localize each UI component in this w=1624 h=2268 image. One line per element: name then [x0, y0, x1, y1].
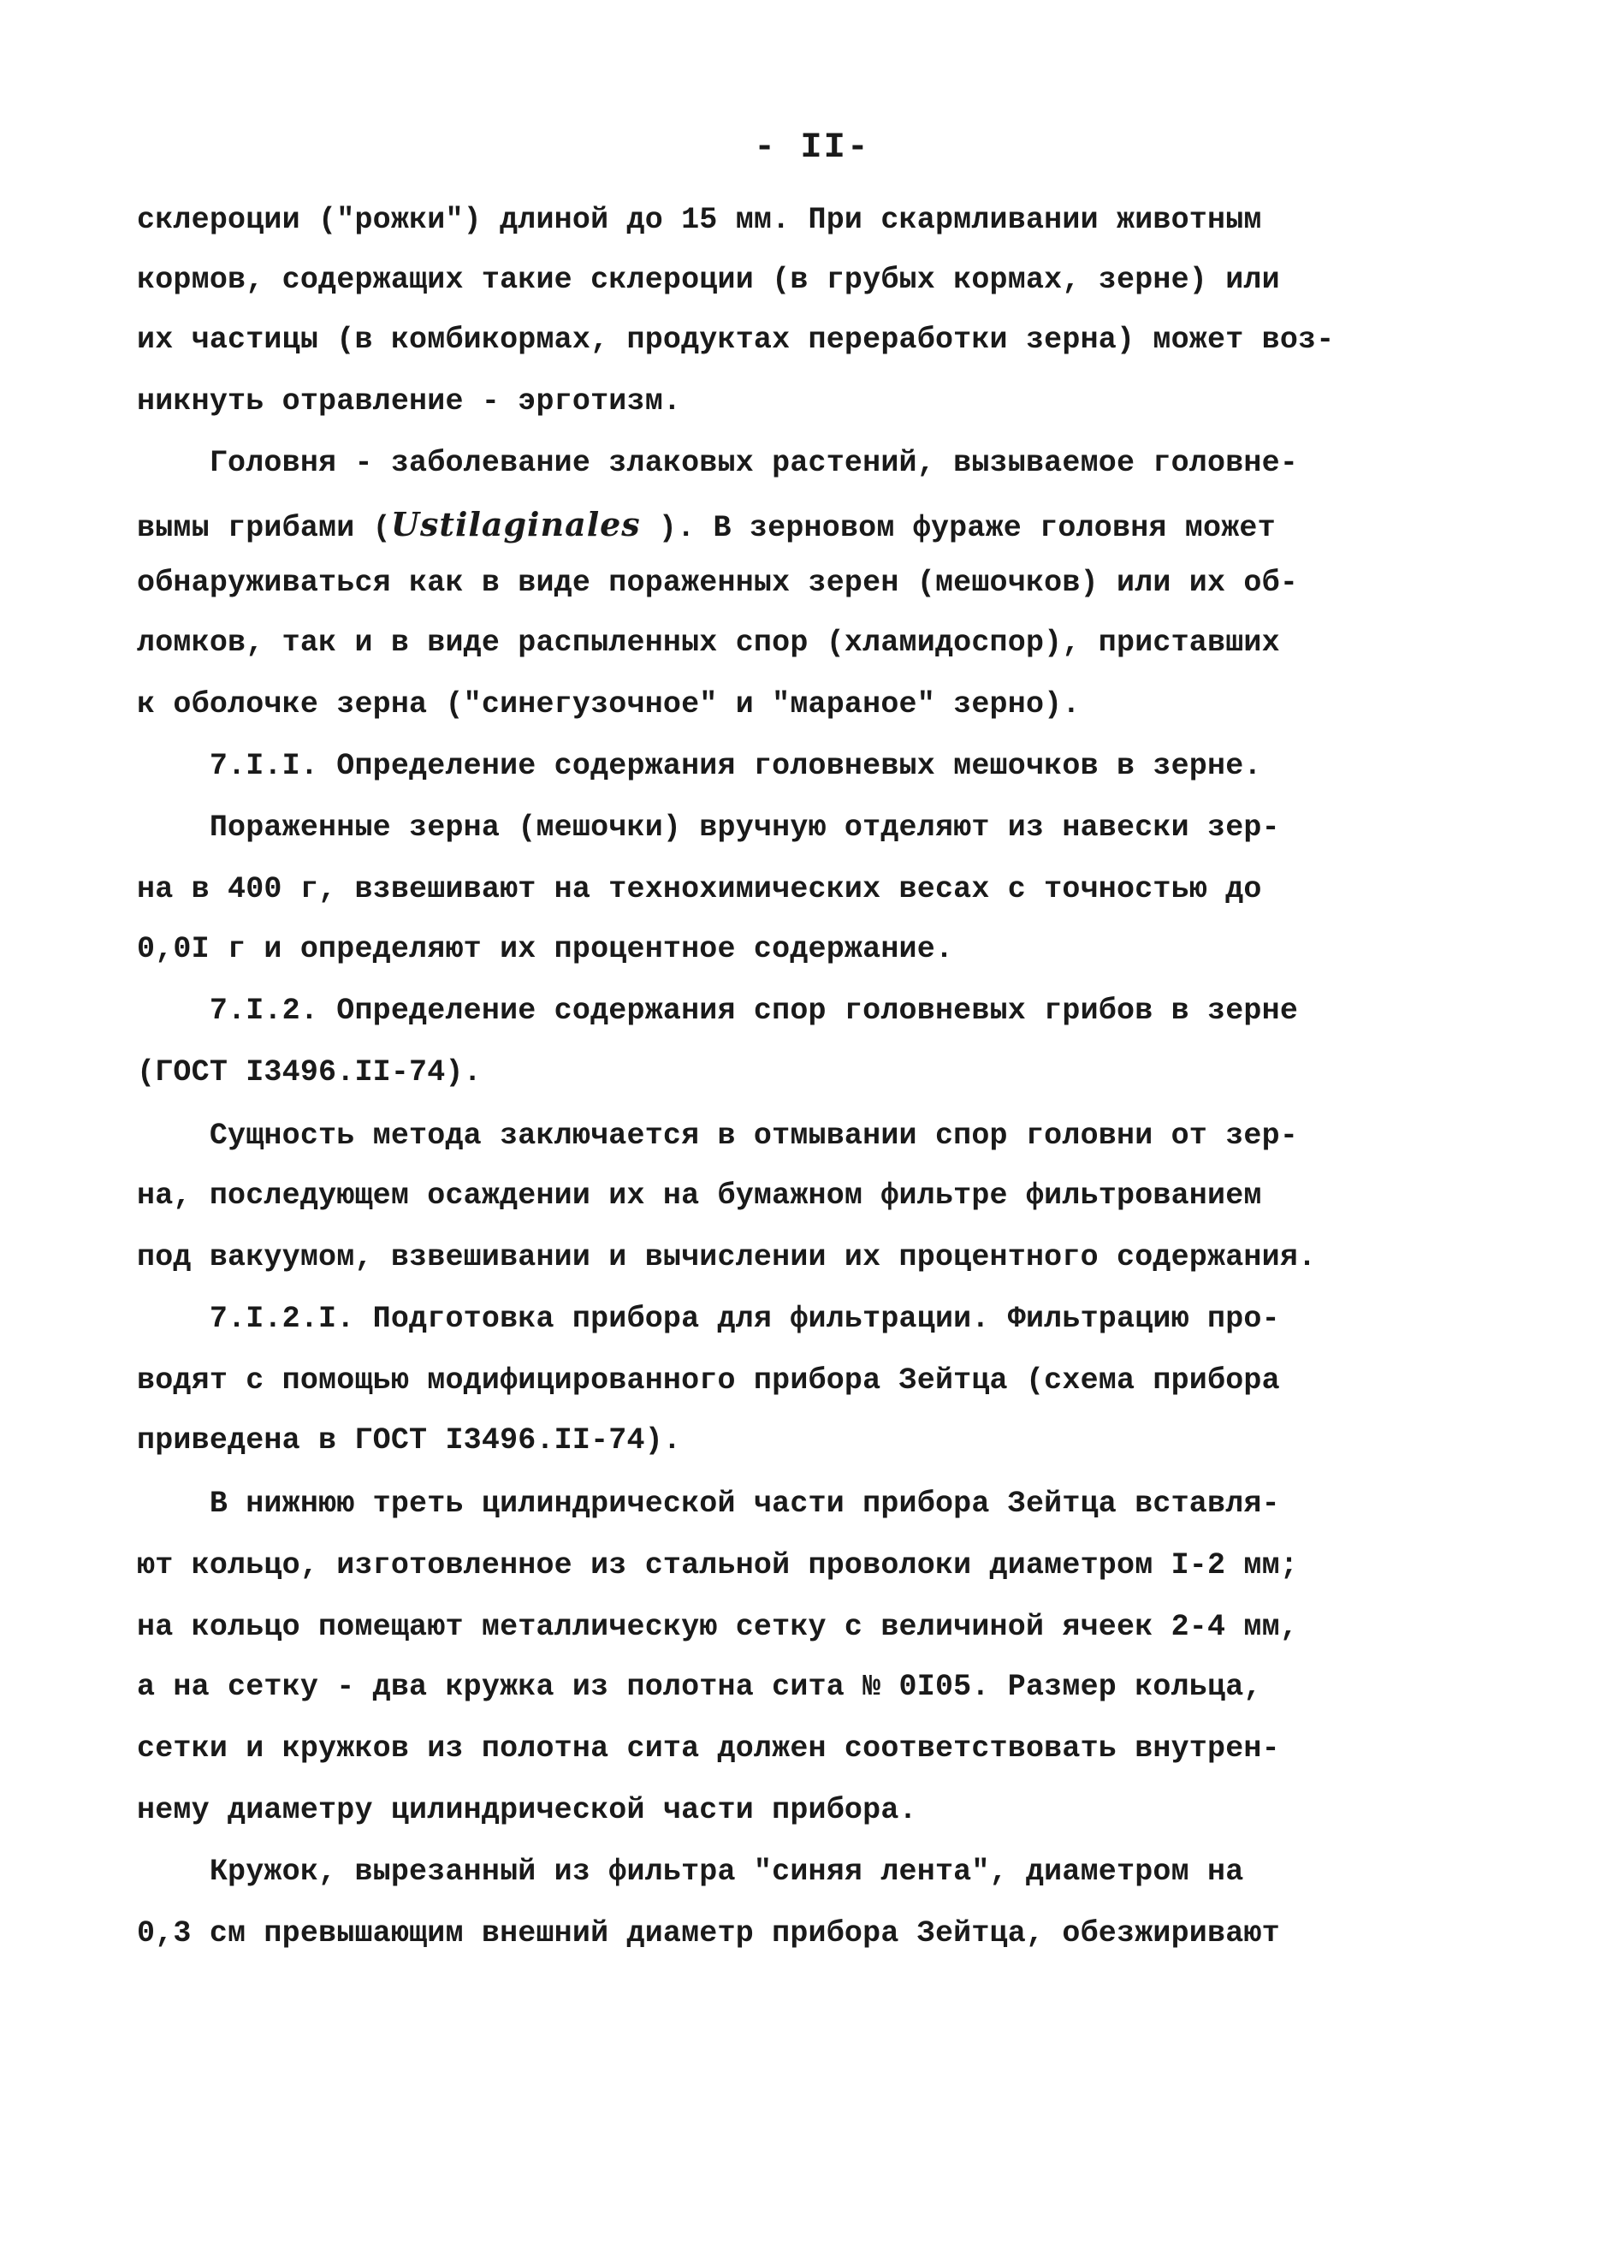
text-line: нему диаметру цилиндрической части прибора.	[137, 1793, 917, 1827]
text-line: Кружок, вырезанный из фильтра "синяя лента", диаметром на	[137, 1855, 1244, 1889]
text-line: ломков, так и в виде распыленных спор (хламидоспор), приставших	[137, 626, 1280, 660]
text-line: на кольцо помещают металлическую сетку с величиной ячеек 2-4 мм,	[137, 1610, 1299, 1644]
text-line: ют кольцо, изготовленное из стальной проволоки диаметром I-2 мм;	[137, 1548, 1299, 1582]
text-line: обнаруживаться как в виде пораженных зерен (мешочков) или их об-	[137, 566, 1299, 600]
text-line: 0,3 см превышающим внешний диаметр прибора Зейтца, обезжиривают	[137, 1916, 1280, 1950]
text-line: Головня - заболевание злаковых растений, вызываемое головне-	[137, 446, 1299, 480]
text-line: под вакуумом, взвешивании и вычислении их процентного содержания.	[137, 1240, 1317, 1274]
page-number: - II-	[753, 127, 871, 168]
text-line-with-latin	[137, 505, 1276, 545]
section-heading: 7.I.2. Определение содержания спор головневых грибов в зерне	[137, 994, 1299, 1028]
text-line: кормов, содержащих такие склероции (в грубых кормах, зерне) или	[137, 263, 1280, 297]
text-line: на, последующем осаждении их на бумажном фильтре фильтрованием	[137, 1179, 1262, 1213]
text-line: В нижнюю треть цилиндрической части прибора Зейтца вставля-	[137, 1487, 1280, 1521]
line-segment: вымы грибами (	[137, 511, 391, 545]
text-line: их частицы (в комбикормах, продуктах переработки зерна) может воз-	[137, 323, 1335, 357]
latin-term: Ustilaginales	[390, 505, 641, 543]
text-line: Пораженные зерна (мешочки) вручную отделяют из навески зер-	[137, 810, 1280, 845]
line-segment: ). В зерновом фураже головня может	[640, 511, 1276, 545]
text-line: сетки и кружков из полотна сита должен соответствовать внутрен-	[137, 1731, 1280, 1766]
text-line: приведена в ГОСТ I3496.II-74).	[137, 1423, 682, 1458]
text-line: никнуть отравление - эрготизм.	[137, 384, 682, 419]
text-line: 0,0I г и определяют их процентное содержание.	[137, 932, 954, 966]
section-heading: 7.I.I. Определение содержания головневых мешочков в зерне.	[137, 749, 1262, 783]
text-line: на в 400 г, взвешивают на технохимических весах с точностью до	[137, 872, 1262, 906]
text-line: склероции ("рожки") длиной до 15 мм. При скармливании животным	[137, 203, 1262, 237]
text-line: к оболочке зерна ("синегузочное" и "мараное" зерно).	[137, 687, 1081, 721]
text-line: а на сетку - два кружка из полотна сита № 0I05. Размер кольца,	[137, 1670, 1262, 1704]
text-line: водят с помощью модифицированного прибора Зейтца (схема прибора	[137, 1363, 1280, 1398]
text-line: Сущность метода заключается в отмывании спор головни от зер-	[137, 1119, 1299, 1153]
text-line: (ГОСТ I3496.II-74).	[137, 1055, 482, 1089]
section-heading: 7.I.2.I. Подготовка прибора для фильтрации. Фильтрацию про-	[137, 1302, 1280, 1336]
